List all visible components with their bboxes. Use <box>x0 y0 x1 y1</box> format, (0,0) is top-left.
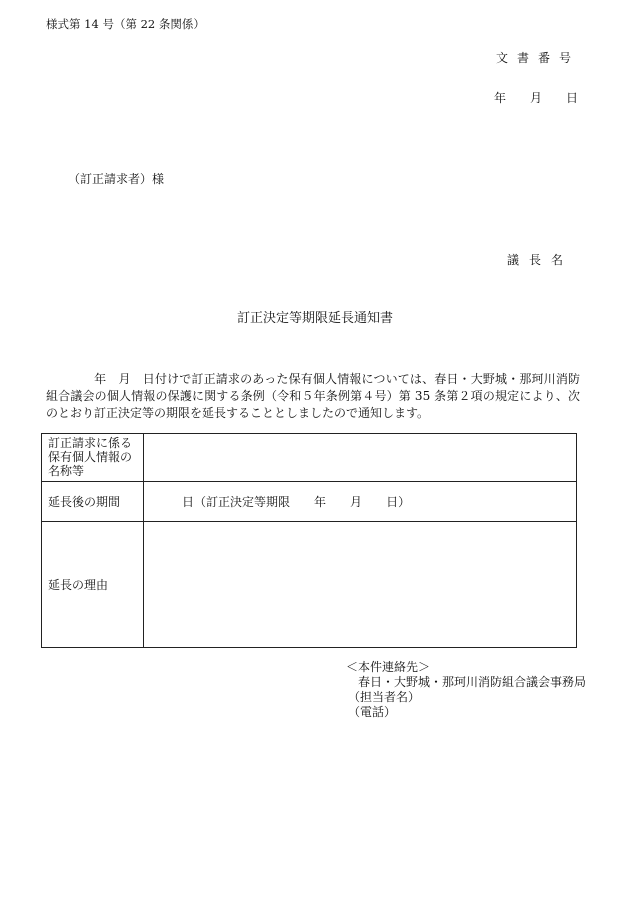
row-label-name: 訂正請求に係る保有個人情報の名称等 <box>42 434 144 482</box>
period-month: 月 <box>350 494 363 509</box>
info-table <box>41 433 577 648</box>
period-year: 年 <box>314 494 327 509</box>
contact-block <box>346 660 586 720</box>
sender-name: 議長名 <box>507 253 574 267</box>
date-year: 年 <box>494 91 507 105</box>
document-title: 訂正決定等期限延長通知書 <box>236 311 393 326</box>
document-number-label: 文書番号 <box>496 51 581 65</box>
contact-office: 春日・大野城・那珂川消防組合議会事務局 <box>358 675 587 689</box>
period-deadline: （訂正決定等期限 <box>194 494 291 509</box>
row-value-period <box>144 482 577 522</box>
date-month: 月 <box>530 91 543 105</box>
table-row <box>42 522 577 648</box>
contact-phone: （電話） <box>348 705 397 719</box>
document-date <box>494 90 578 106</box>
body-paragraph <box>46 371 580 422</box>
row-label-reason: 延長の理由 <box>42 522 144 648</box>
addressee: （訂正請求者）様 <box>68 172 165 186</box>
date-day: 日 <box>566 91 579 105</box>
contact-heading: ＜本件連絡先＞ <box>346 660 431 674</box>
row-value-name <box>144 434 577 482</box>
contact-person: （担当者名） <box>348 690 421 704</box>
row-value-reason <box>144 522 577 648</box>
table-row <box>42 434 577 482</box>
period-day: 日 <box>182 494 195 509</box>
form-number: 様式第 14 号（第 22 条関係） <box>46 17 205 31</box>
row-label-period: 延長後の期間 <box>42 482 144 522</box>
body-text: 年 月 日付けで訂正請求のあった保有個人情報については、春日・大野城・那珂川消防組合議会の個人情報の保護に関する条例（令和５年条例第４号）第 35 条第２項の規定により、次のとおり訂正決定等の期限を延長することとしましたので通知します。 <box>46 372 580 420</box>
table-row <box>42 482 577 522</box>
period-dayclose: 日） <box>386 494 411 509</box>
